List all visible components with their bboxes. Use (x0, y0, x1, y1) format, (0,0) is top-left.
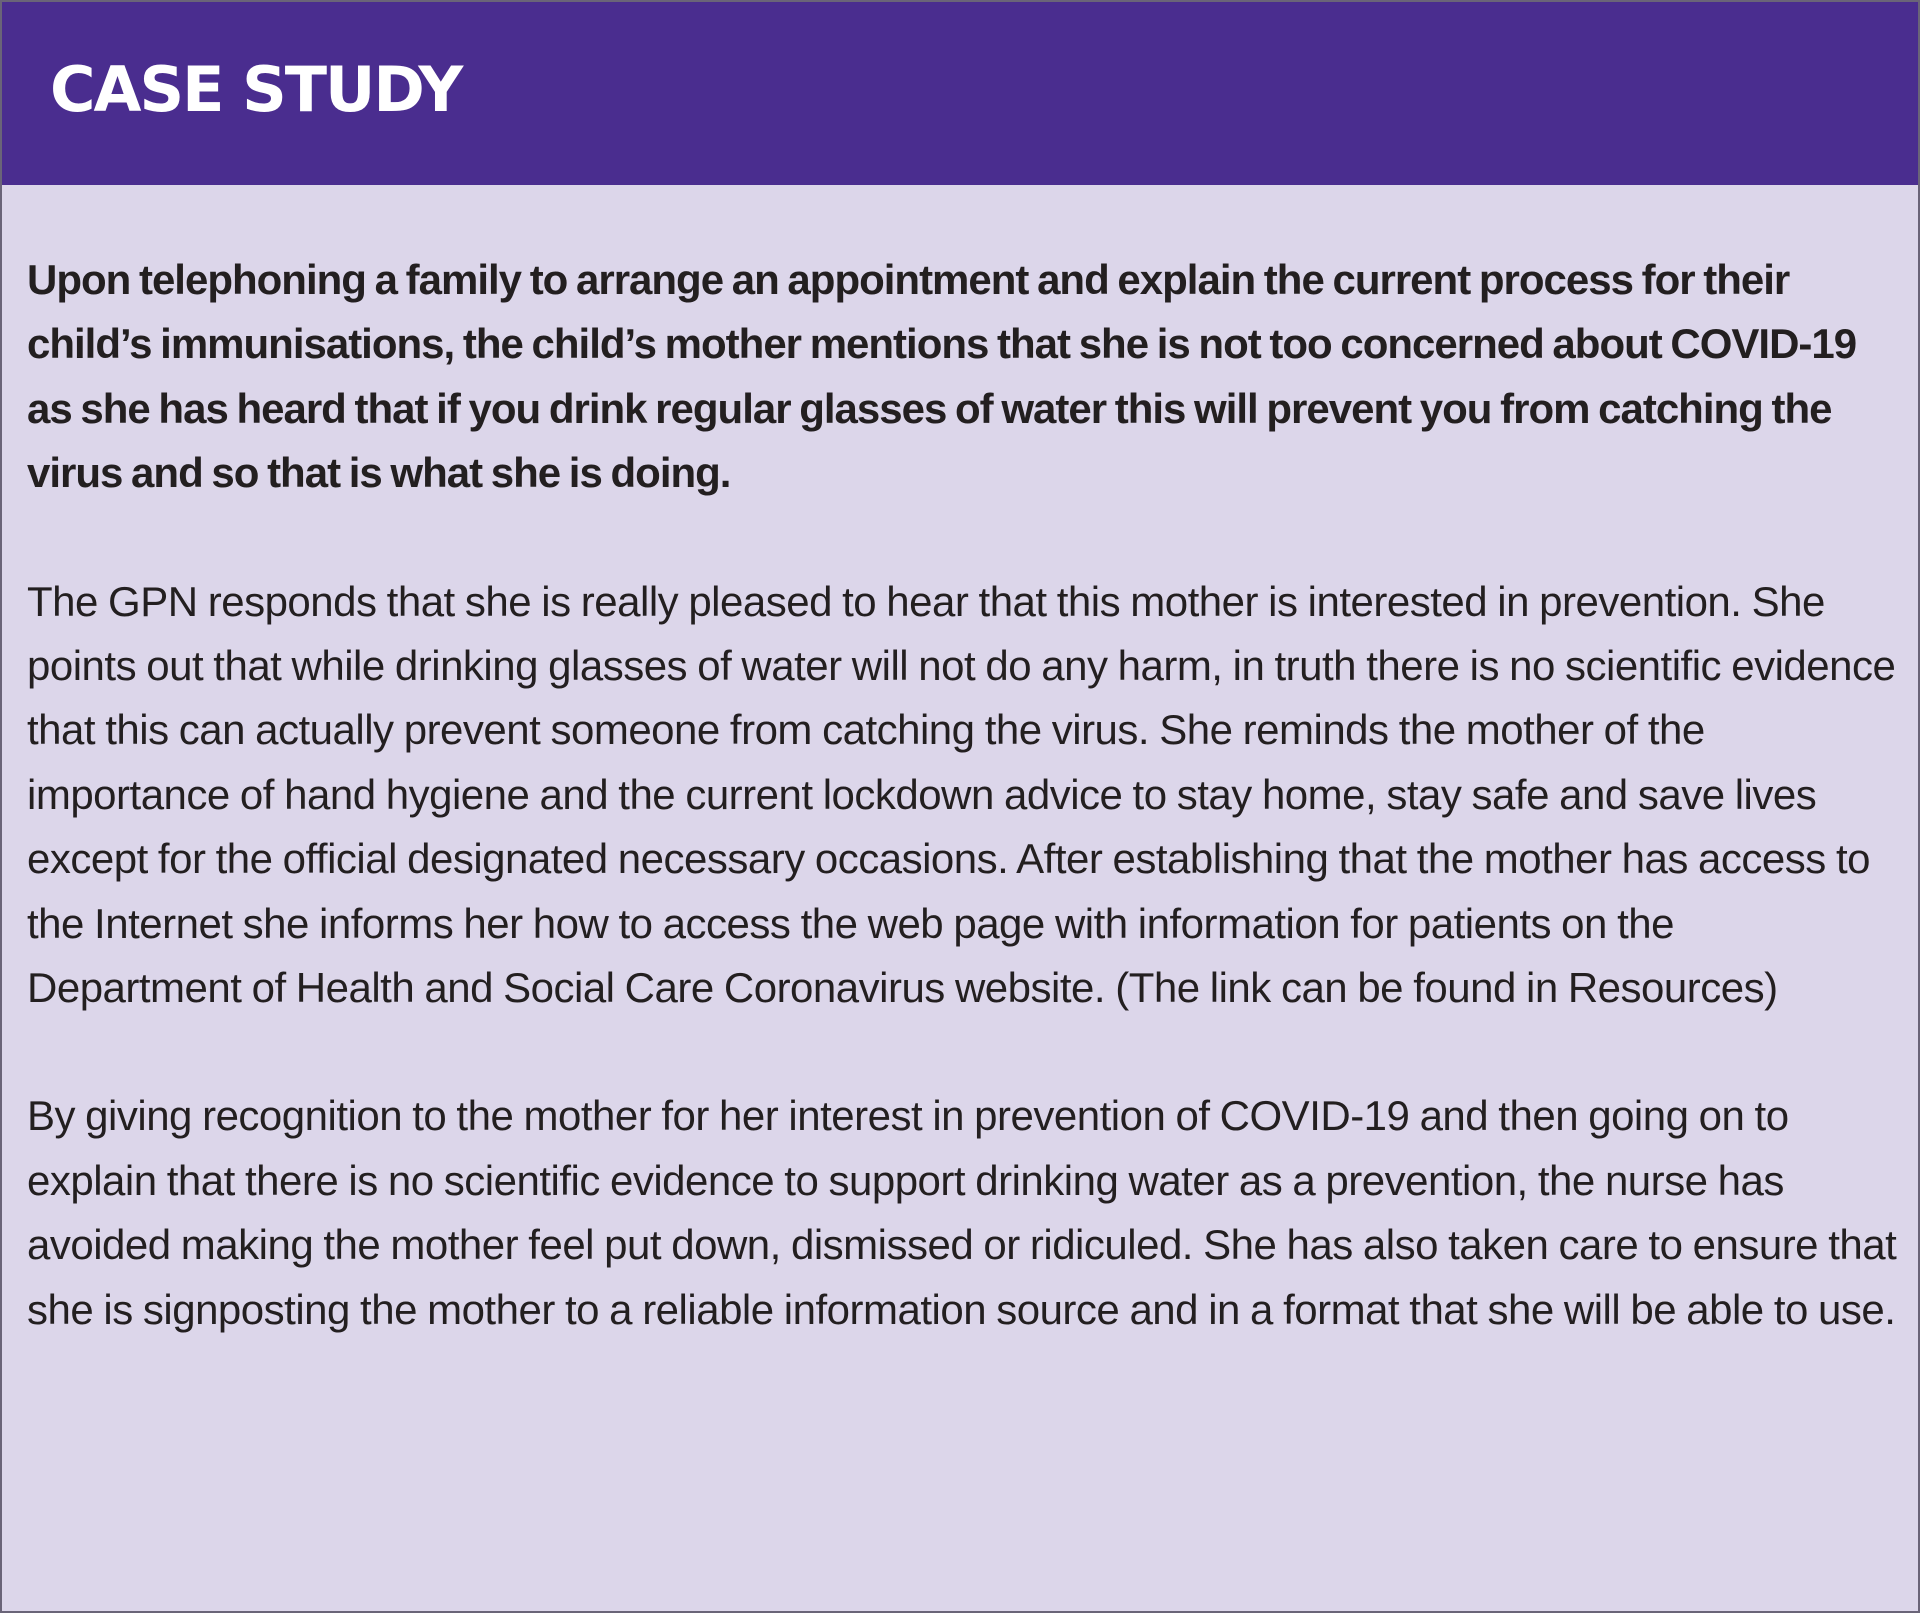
intro-paragraph: Upon telephoning a family to arrange an appointment and explain the current process for their child’s immunisations, the child’s mother mentions that she is not too concerned about COVID-19 as she has heard that if you drink regular glasses of water this will prevent you from catching the virus and so that is what she is doing. (27, 256, 1857, 497)
reflection-paragraph: By giving recognition to the mother for her interest in prevention of COVID-19 and then going on to explain that there is no scientific evidence to support drinking water as a prevention, the nurse has avoided making the mother feel put down, dismissed or ridiculed. She has also taken care to ensure that she is signposting the mother to a reliable information source and in a format that she will be able to use. (27, 1092, 1897, 1333)
case-study-header (2, 2, 1918, 185)
case-study-title: CASE STUDY (50, 53, 462, 126)
response-paragraph: The GPN responds that she is really pleased to hear that this mother is interested in prevention. She points out that while drinking glasses of water will not do any harm, in truth there is no scientific evidence that this can actually prevent someone from catching the virus. She reminds the mother of the importance of hand hygiene and the current lockdown advice to stay home, stay safe and save lives except for the official designated necessary occasions. After establishing that the mother has access to the Internet she informs her how to access the web page with information for patients on the Department of Health and Social Care Coronavirus website. (The link can be found in Resources) (27, 577, 1896, 1012)
case-study-body (27, 248, 1897, 1342)
